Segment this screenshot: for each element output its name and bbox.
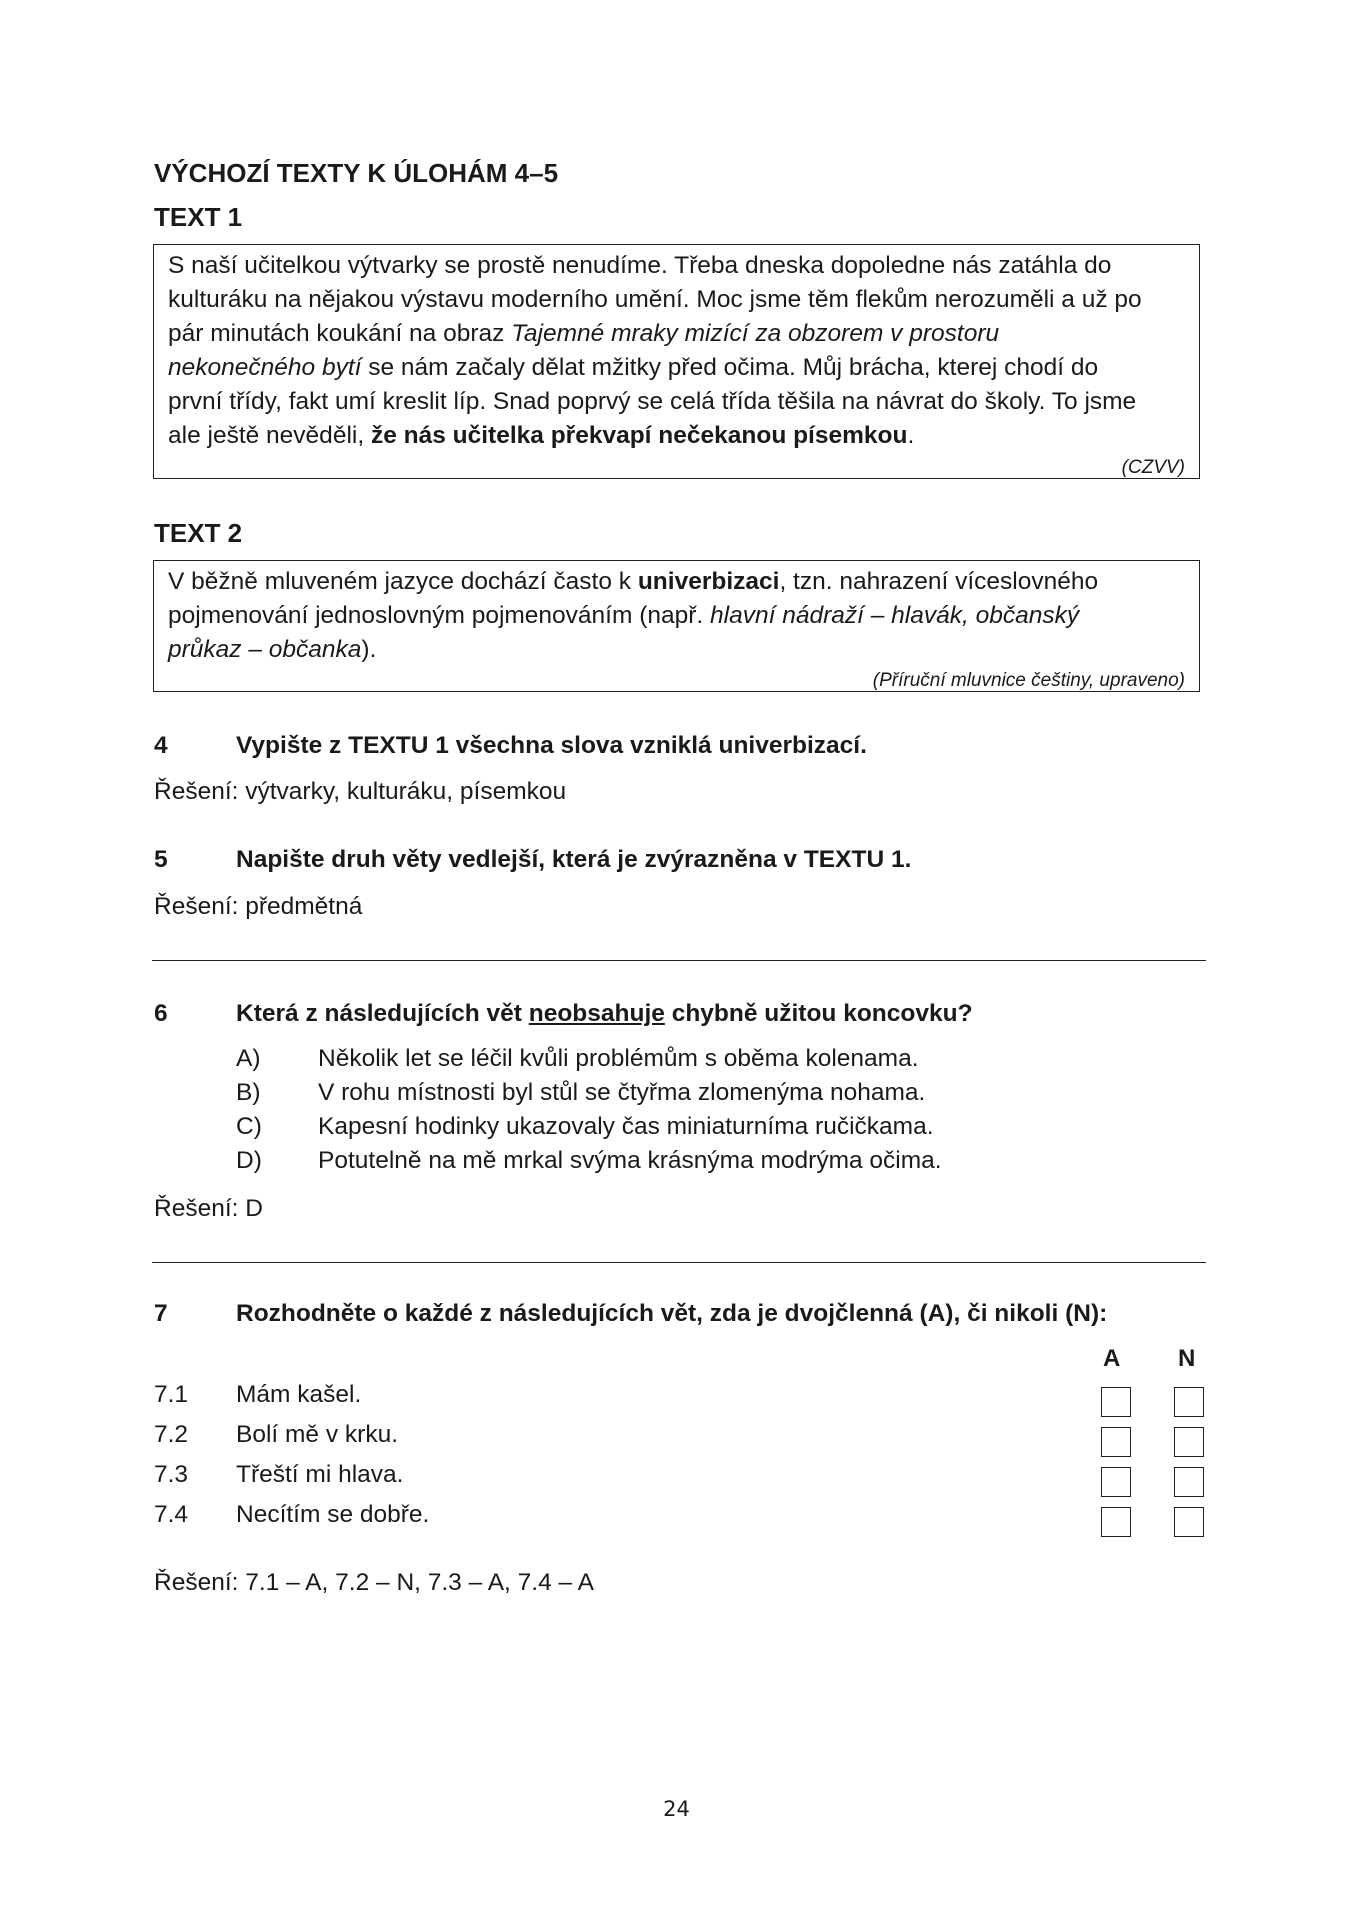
q7-text: Rozhodněte o každé z následujících vět, zda je dvojčlenná (A), či nikoli (N): bbox=[236, 1300, 1108, 1327]
checkbox-7-2-a[interactable] bbox=[1101, 1427, 1131, 1457]
q7-item-number: 7.2 bbox=[154, 1421, 189, 1448]
text1-source: (CZVV) bbox=[1121, 457, 1185, 478]
q7-item-number: 7.1 bbox=[154, 1381, 189, 1408]
checkbox-7-4-n[interactable] bbox=[1174, 1507, 1204, 1537]
q7-item-text: Bolí mě v krku. bbox=[236, 1421, 399, 1448]
q4-solution: Řešení: výtvarky, kulturáku, písemkou bbox=[154, 778, 567, 805]
q7-number: 7 bbox=[154, 1300, 168, 1327]
q5-solution: Řešení: předmětná bbox=[154, 893, 363, 920]
q5-number: 5 bbox=[154, 846, 168, 873]
checkbox-7-2-n[interactable] bbox=[1174, 1427, 1204, 1457]
q6-number: 6 bbox=[154, 1000, 168, 1027]
text2-source: (Příruční mluvnice češtiny, upraveno) bbox=[872, 670, 1185, 691]
highlighted-clause: že nás učitelka překvapí nečekanou písemkou bbox=[370, 422, 908, 449]
divider bbox=[152, 1262, 1206, 1263]
q6-option-text: Kapesní hodinky ukazovaly čas miniaturníma ručičkama. bbox=[318, 1113, 934, 1140]
q4-text: Vypište z TEXTU 1 všechna slova vzniklá univerbizací. bbox=[236, 732, 867, 759]
q6-text: Která z následujících vět neobsahuje chybně užitou koncovku? bbox=[236, 1000, 973, 1027]
q6-underlined-word: neobsahuje bbox=[528, 1000, 665, 1027]
q7-solution: Řešení: 7.1 – A, 7.2 – N, 7.3 – A, 7.4 – A bbox=[154, 1569, 594, 1596]
q6-option-letter: B) bbox=[236, 1079, 261, 1106]
text2-line: pojmenování jednoslovným pojmenováním (např. hlavní nádraží – hlavák, občanský bbox=[168, 602, 1080, 629]
q6-option-letter: C) bbox=[236, 1113, 262, 1140]
q6-option-text: V rohu místnosti byl stůl se čtyřma zlomenýma nohama. bbox=[318, 1079, 926, 1106]
q6-option-letter: D) bbox=[236, 1147, 262, 1174]
q6-option-letter: A) bbox=[236, 1045, 261, 1072]
checkbox-7-3-n[interactable] bbox=[1174, 1467, 1204, 1497]
section-heading: VÝCHOZÍ TEXTY K ÚLOHÁM 4–5 bbox=[154, 158, 559, 188]
text1-line: ale ještě nevěděli, že nás učitelka překvapí nečekanou písemkou. bbox=[168, 422, 915, 449]
text2-box bbox=[153, 560, 1200, 692]
q5-text: Napište druh věty vedlejší, která je zvýrazněna v TEXTU 1. bbox=[236, 846, 912, 873]
q7-item-number: 7.3 bbox=[154, 1461, 189, 1488]
text1-line: pár minutách koukání na obraz Tajemné mraky mizící za obzorem v prostoru bbox=[168, 320, 1000, 347]
text1-line: první třídy, fakt umí kreslit líp. Snad poprvý se celá třída těšila na návrat do školy. To jsme bbox=[168, 388, 1137, 415]
column-header-a: A bbox=[1103, 1345, 1121, 1372]
checkbox-7-3-a[interactable] bbox=[1101, 1467, 1131, 1497]
q7-item-text: Třeští mi hlava. bbox=[236, 1461, 404, 1488]
text1-label: TEXT 1 bbox=[154, 202, 243, 232]
checkbox-7-1-a[interactable] bbox=[1101, 1387, 1131, 1417]
q6-solution: Řešení: D bbox=[154, 1195, 263, 1222]
text1-line: nekonečného bytí se nám začaly dělat mžitky před očima. Můj brácha, kterej chodí do bbox=[168, 354, 1099, 381]
text2-label: TEXT 2 bbox=[154, 518, 243, 548]
text1-box bbox=[153, 244, 1200, 479]
q7-item-number: 7.4 bbox=[154, 1501, 189, 1528]
divider bbox=[152, 960, 1206, 961]
text2-line: V běžně mluveném jazyce dochází často k univerbizaci, tzn. nahrazení víceslovného bbox=[168, 568, 1099, 595]
text1-line: S naší učitelkou výtvarky se prostě nenudíme. Třeba dneska dopoledne nás zatáhla do bbox=[168, 252, 1112, 279]
text1-line: kulturáku na nějakou výstavu moderního umění. Moc jsme těm flekům nerozuměli a už po bbox=[168, 286, 1142, 313]
q6-option-text: Potutelně na mě mrkal svýma krásnýma modrýma očima. bbox=[318, 1147, 942, 1174]
checkbox-7-1-n[interactable] bbox=[1174, 1387, 1204, 1417]
q7-item-text: Mám kašel. bbox=[236, 1381, 362, 1408]
text2-line: průkaz – občanka). bbox=[168, 636, 377, 663]
q7-item-text: Necítím se dobře. bbox=[236, 1501, 430, 1528]
q6-option-text: Několik let se léčil kvůli problémům s oběma kolenama. bbox=[318, 1045, 919, 1072]
checkbox-7-4-a[interactable] bbox=[1101, 1507, 1131, 1537]
page-number: 24 bbox=[663, 1797, 690, 1821]
column-header-n: N bbox=[1178, 1345, 1196, 1372]
q4-number: 4 bbox=[154, 732, 168, 759]
